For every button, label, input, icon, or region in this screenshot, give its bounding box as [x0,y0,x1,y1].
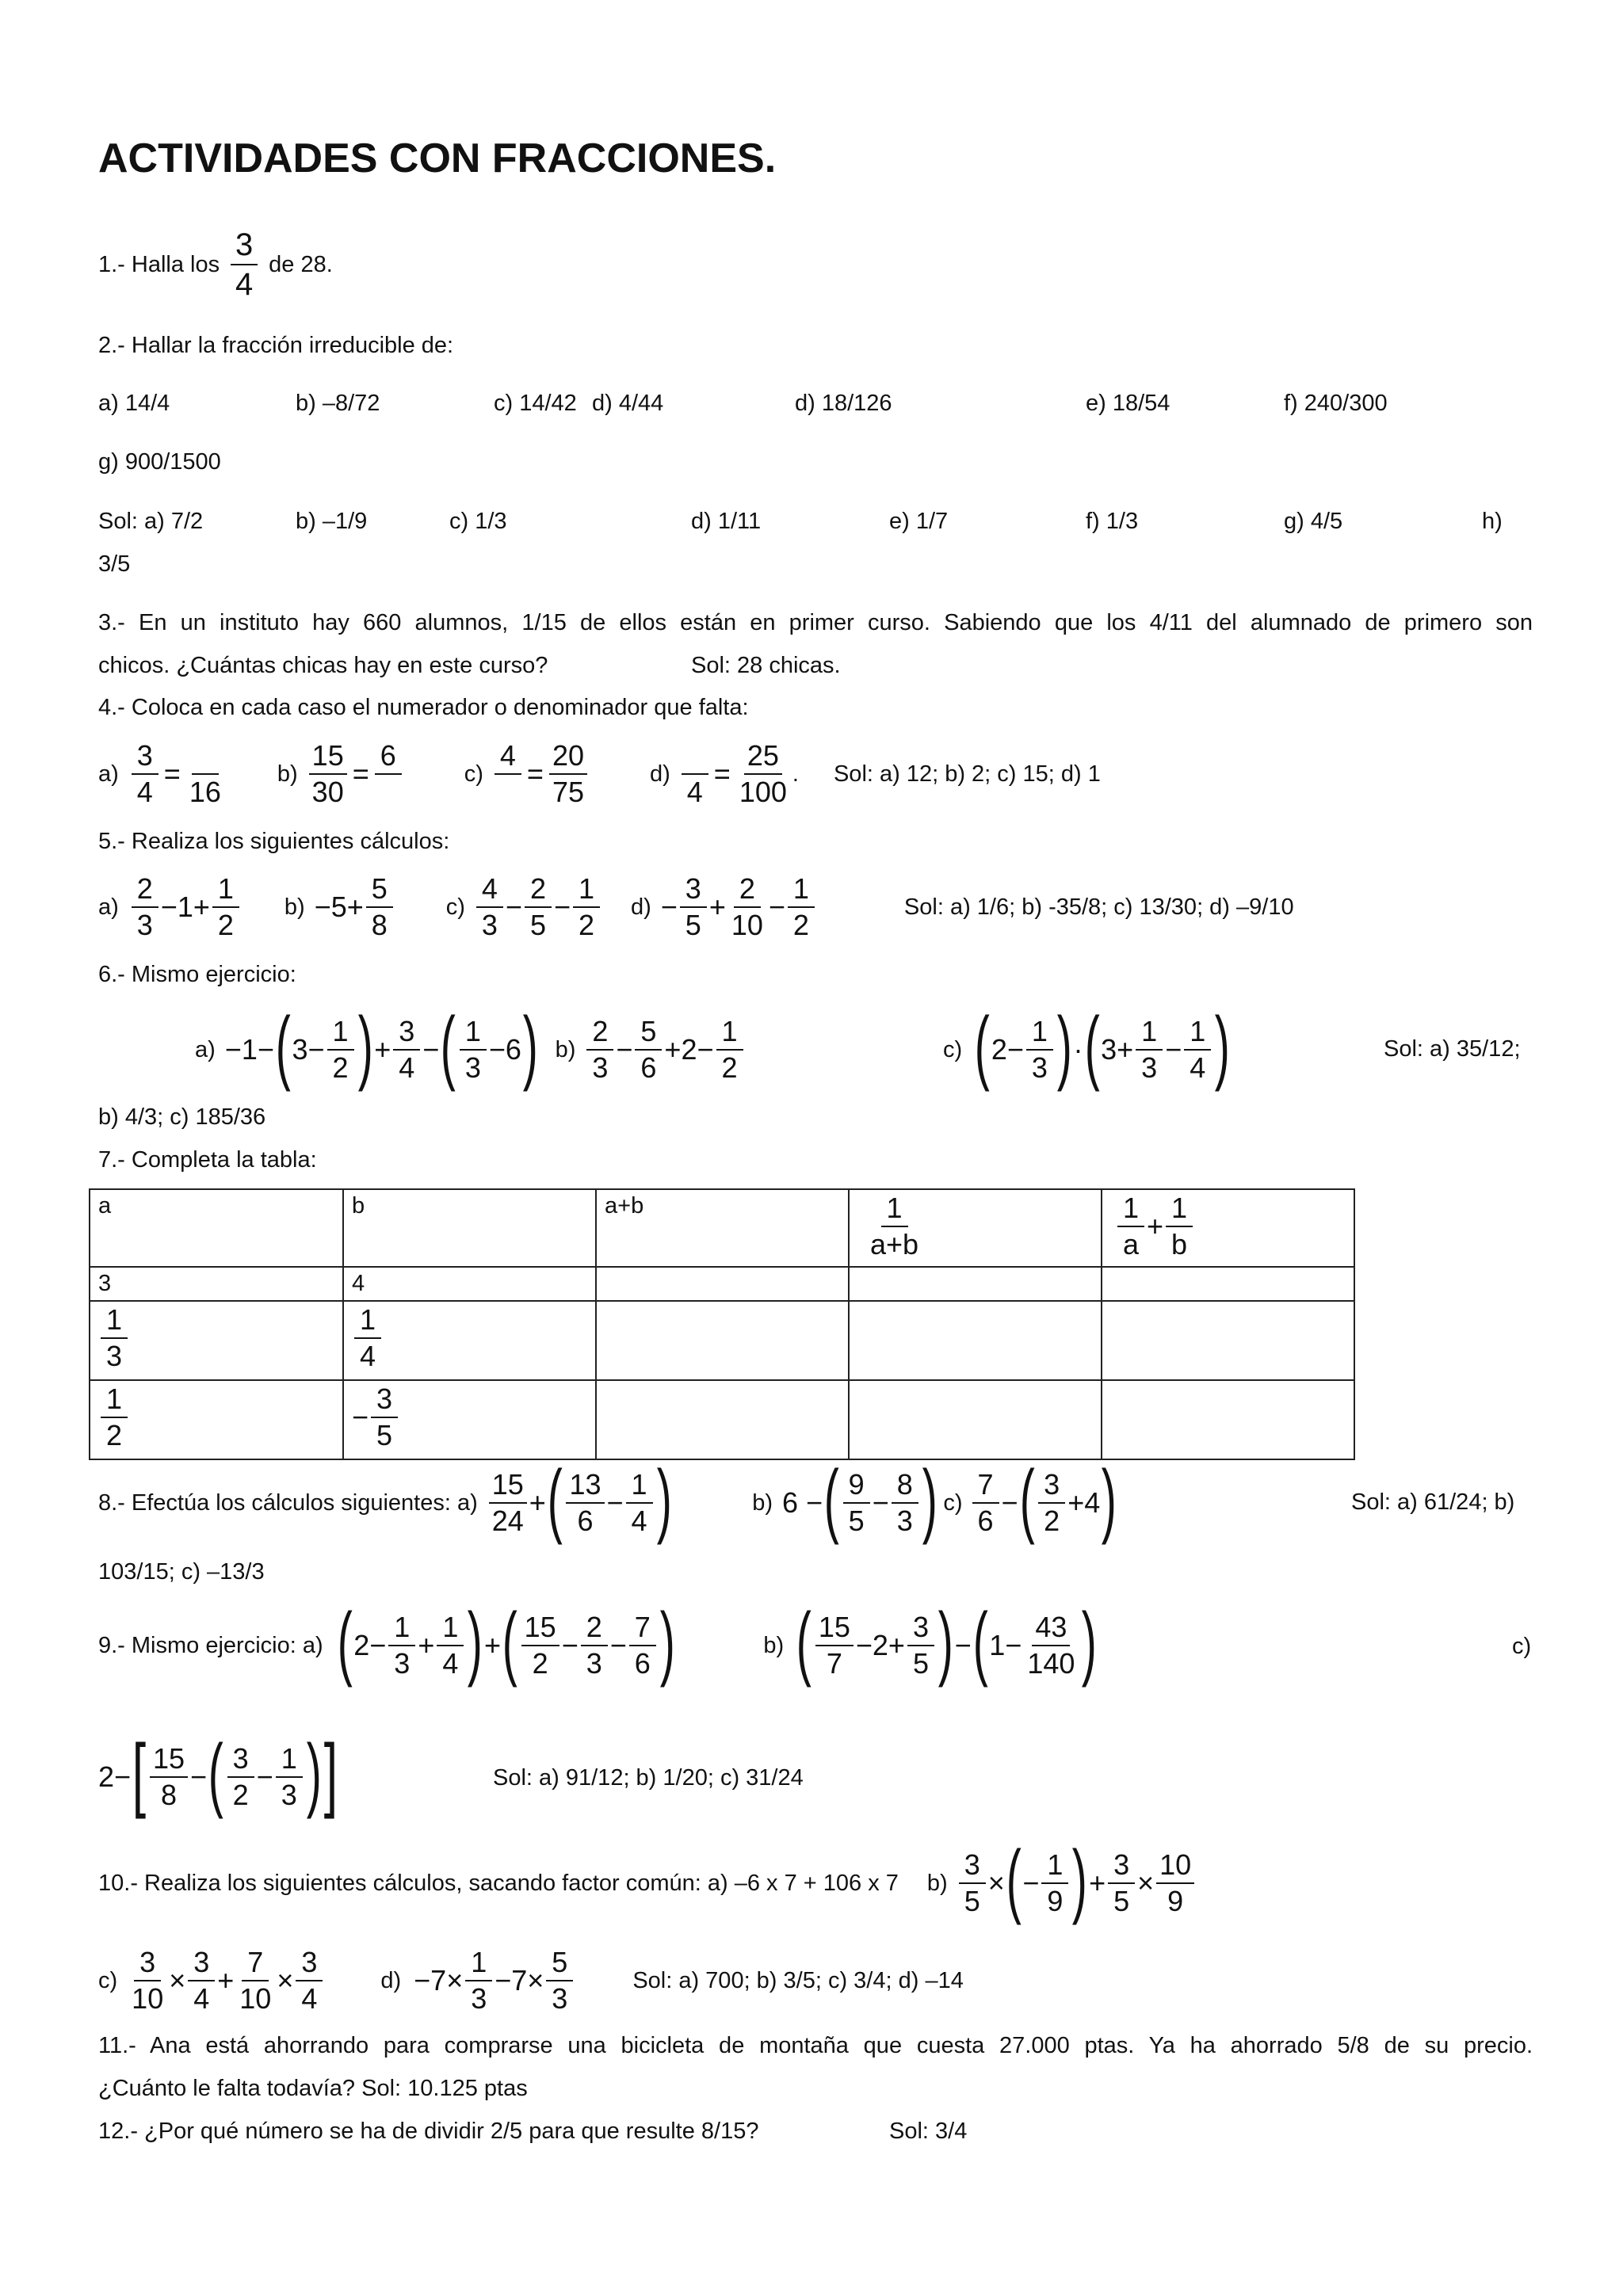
ex10-solution: Sol: a) 700; b) 3/5; c) 3/4; d) –14 [632,1967,964,1993]
ex11-text: 11.- Ana está ahorrando para comprarse una bicicleta de montaña que cuesta 27.000 ptas. Ya ha ahorrado 5/8 de su precio. [98,2033,1533,2058]
ex8-statement: 8.- Efectúa los cálculos siguientes: a) [98,1489,478,1516]
table-header: b [343,1189,596,1267]
ex2-solution: 3/5 [98,551,131,577]
ex6-label-b: b) [555,1036,576,1062]
ex5-statement: 5.- Realiza los siguientes cálculos: [98,829,450,854]
ex1-text: 1.- Halla los [98,251,220,277]
ex9-statement: 9.- Mismo ejercicio: a) [98,1632,323,1658]
ex4-b-right: 6 [375,741,402,807]
table-cell [1102,1267,1354,1301]
ex3-text: chicos. ¿Cuántas chicas hay en este curso? [98,653,548,678]
table-cell [596,1380,849,1459]
ex2-solution: f) 1/3 [1086,509,1139,534]
ex8-label-c: c) [943,1489,963,1516]
ex1-fraction: 3 4 [231,228,258,301]
table-header: a [90,1189,343,1267]
ex4-a-left: $\frac{3}{4}$ [132,741,158,807]
ex2-solution: b) –1/9 [296,509,368,534]
ex4-label-b: b) [277,761,298,787]
ex4-label-d: d) [650,761,670,787]
ex10-label-c: c) [98,1967,118,1993]
ex3-text: 3.- En un instituto hay 660 alumnos, 1/15 de ellos están en primer curso. Sabiendo que los 4/11 del alumnado de primero son [98,610,1533,635]
ex5-label-c: c) [445,894,465,920]
ex4-a-right: 16 [186,741,224,807]
ex6-expression-c: c) ( 2− $\frac{1}{3}$ ) · ( 3+ $\frac{1}{3}$ − $\frac{1}{4}$ ) [943,1001,1231,1093]
ex11-text: ¿Cuánto le falta todavía? Sol: 10.125 ptas [98,2076,528,2101]
ex6-solution-cont: b) 4/3; c) 185/36 [98,1104,266,1130]
table-cell: − $\frac{3}{5}$ [343,1380,596,1459]
table-cell: $\frac{1}{2}$ [90,1380,343,1459]
ex4-c-right: $\frac{20}{75}$ [549,741,587,807]
ex2-statement: 2.- Hallar la fracción irreducible de: [98,333,454,358]
table-cell [849,1301,1102,1380]
ex4-c-left: 4 [495,741,521,807]
table-cell: 4 [343,1267,596,1301]
ex8-solution: Sol: a) 61/24; b) [1351,1489,1515,1515]
ex2-item: e) 18/54 [1086,391,1170,416]
ex2-solution: e) 1/7 [889,509,949,534]
ex5-expressions: a) 2 3 −1+ $\frac{1}{2}$ b) −5+ $\frac{5}{8}$ c) 4 3 − $\frac{2}{5}$ − $\frac{1}{2}$ d) − $\frac{3}{5}$ + $\frac{2}{10}$ − $\frac{1}{2}$ Sol: a) 1/6; b) -35/8; c) 13/30; d) –9/10 [98,872,1294,941]
ex5-solution: Sol: a) 1/6; b) -35/8; c) 13/30; d) –9/10 [903,894,1294,920]
table-header: $\frac{1}{a+b}$ [849,1189,1102,1267]
table-header: 1 a + $\frac{1}{b}$ [1102,1189,1354,1267]
table-cell: $\frac{1}{3}$ [90,1301,343,1380]
ex6-label-c: c) [943,1036,963,1062]
equals-sign: = [352,757,369,790]
ex9-label-c: c) [1512,1634,1532,1659]
equals-sign: = [163,757,181,790]
ex12-solution: Sol: 3/4 [889,2119,968,2144]
page-title: ACTIVIDADES CON FRACCIONES. [98,135,777,181]
ex5-label-d: d) [630,894,651,920]
ex2-item: d) 4/44 [592,391,664,416]
ex7-statement: 7.- Completa la tabla: [98,1147,317,1173]
ex12-text: 12.- ¿Por qué número se ha de dividir 2/5 para que resulte 8/15? [98,2119,759,2144]
ex4-equations [98,738,1101,810]
ex2-solution: h) [1482,509,1503,534]
ex10-label-b: b) [926,1870,948,1896]
ex8-expressions: 8.- Efectúa los cálculos siguientes: a) 15 24 + ( 13 6 − $\frac{1}{4}$ ) b) 6 − ( 9 5 − $\frac{8}{3}$ ) c) 7 6 − ( 3 2 +4 ) [98,1454,1117,1546]
ex4-d-right: $\frac{25}{100}$ [739,739,787,808]
ex4-d-left: 4 [682,741,708,807]
ex6-statement: 6.- Mismo ejercicio: [98,962,296,987]
ex9-solution: Sol: a) 91/12; b) 1/20; c) 31/24 [493,1765,804,1791]
ex2-solution: c) 1/3 [449,509,507,534]
table-cell: 3 [90,1267,343,1301]
ex8-label-b: b) [752,1489,773,1516]
ex4-statement: 4.- Coloca en cada caso el numerador o denominador que falta: [98,695,749,720]
ex6-solution: Sol: a) 35/12; [1384,1036,1521,1062]
exercise-1 [98,228,333,301]
ex2-solution: d) 1/11 [691,509,762,534]
equals-sign: = [713,757,731,790]
ex6-label-a: a) [195,1036,216,1062]
ex9-expressions: 9.- Mismo ejercicio: a) ( 2− $\frac{1}{3}$ + $\frac{1}{4}$ ) + ( 15 2 − $\frac{2}{3}$ − $\frac{7}{6}$ ) b) ( 15 7 −2+ $\frac{3}{5}$ ) − ( 1− $\frac{43}{140}$ ) [98,1596,1098,1688]
ex2-solution: g) 4/5 [1284,509,1343,534]
equals-sign: = [526,757,544,790]
ex3-solution: Sol: 28 chicas. [691,653,841,678]
fraction-table [89,1188,1355,1460]
ex10-label-d: d) [380,1967,402,1993]
ex2-item: g) 900/1500 [98,449,221,475]
table-cell [849,1380,1102,1459]
ex4-label-c: c) [464,761,483,787]
table-cell [596,1301,849,1380]
table-cell [1102,1380,1354,1459]
ex2-item: d) 18/126 [795,391,892,416]
table-cell [596,1267,849,1301]
ex4-label-a: a) [98,761,119,787]
ex5-label-a: a) [98,894,119,920]
ex4-b-left: $\frac{15}{30}$ [309,741,347,807]
ex10-line-1: 10.- Realiza los siguientes cálculos, sacando factor común: a) –6 x 7 + 106 x 7 b) $\frac{3}{5}$ × ( − $\frac{1}{9}$ ) + $\frac{3}{5}$ × $\frac{10}{9}$ [98,1840,1197,1927]
ex4-solution: Sol: a) 12; b) 2; c) 15; d) 1 [833,761,1101,787]
table-cell: $\frac{1}{4}$ [343,1301,596,1380]
ex10-statement: 10.- Realiza los siguientes cálculos, sacando factor común: a) –6 x 7 + 106 x 7 [98,1870,899,1896]
ex8-solution-cont: 103/15; c) –13/3 [98,1559,265,1585]
ex2-item: a) 14/4 [98,391,170,416]
ex2-item: f) 240/300 [1284,391,1388,416]
ex5-label-b: b) [284,894,305,920]
table-cell [849,1267,1102,1301]
ex6-expression-a: a) −1− ( 3− $\frac{1}{2}$ ) + $\frac{3}{4}$ − ( 1 3 −6 ) b) 2 3 − $\frac{5}{6}$ +2− $\frac{1}{2}$ [195,1006,746,1093]
ex1-text-end: de 28. [269,251,333,277]
ex2-solution: Sol: a) 7/2 [98,509,204,534]
ex9-expression-c: 2− [ 15 8 − ( 3 2 − $\frac{1}{3}$ ) ] [98,1728,338,1820]
ex10-line-2: c) $\frac{3}{10}$ × $\frac{3}{4}$ + $\frac{7}{10}$ × $\frac{3}{4}$ d) −7× $\frac{1}{3}$ −7× $\frac{5}{3}$ Sol: a) 700; b) 3/5; c) 3/4; d) –14 [98,1946,964,2015]
ex2-item: b) –8/72 [296,391,380,416]
period: . [792,761,799,787]
ex2-item: c) 14/42 [494,391,577,416]
table-header: a+b [596,1189,849,1267]
table-cell [1102,1301,1354,1380]
ex9-label-b: b) [763,1632,785,1658]
